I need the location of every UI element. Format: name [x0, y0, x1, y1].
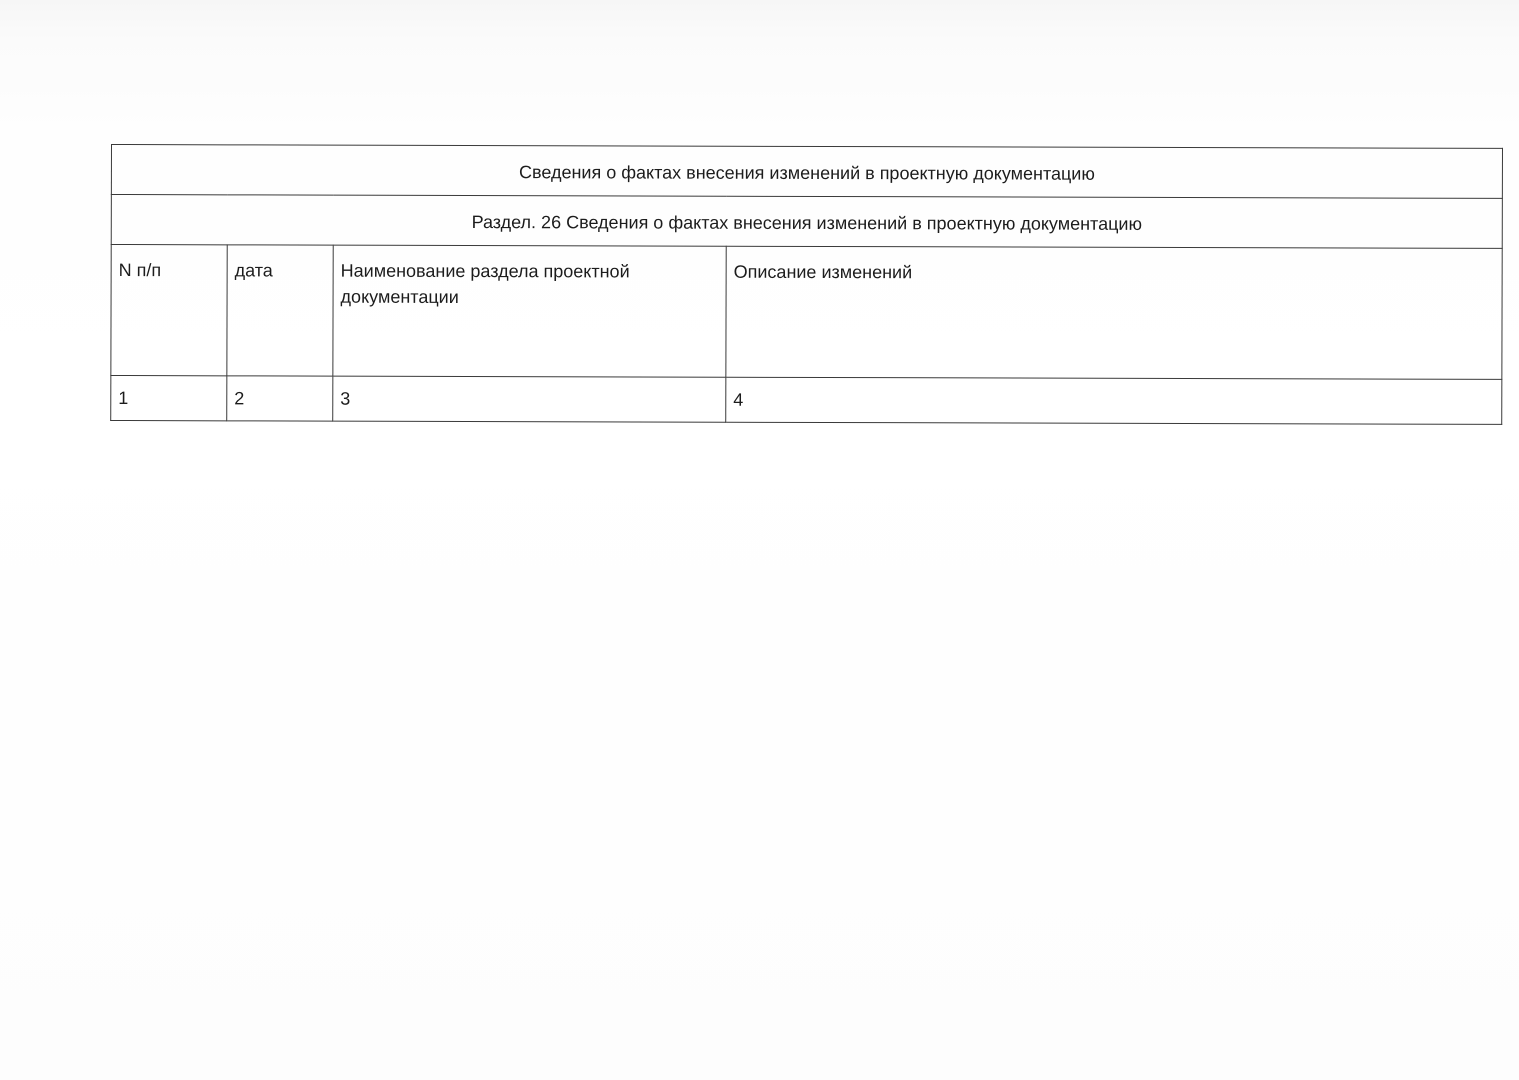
column-header-row	[111, 245, 1502, 380]
column-number-2: 2	[227, 376, 333, 421]
table-title: Сведения о фактах внесения изменений в проектную документацию	[111, 145, 1502, 199]
table-title-row	[111, 145, 1502, 199]
column-number-3: 3	[333, 376, 726, 422]
column-header-section-name: Наименование раздела проектной документации	[333, 245, 726, 377]
column-number-1: 1	[111, 376, 227, 421]
column-header-date: дата	[227, 245, 333, 376]
column-header-description: Описание изменений	[726, 246, 1502, 379]
section-title: Раздел. 26 Сведения о фактах внесения изменений в проектную документацию	[111, 195, 1502, 249]
column-number-row	[111, 376, 1502, 425]
column-header-number: N п/п	[111, 245, 227, 376]
column-number-4: 4	[726, 377, 1502, 424]
section-title-row	[111, 195, 1502, 249]
changes-table	[110, 144, 1503, 425]
